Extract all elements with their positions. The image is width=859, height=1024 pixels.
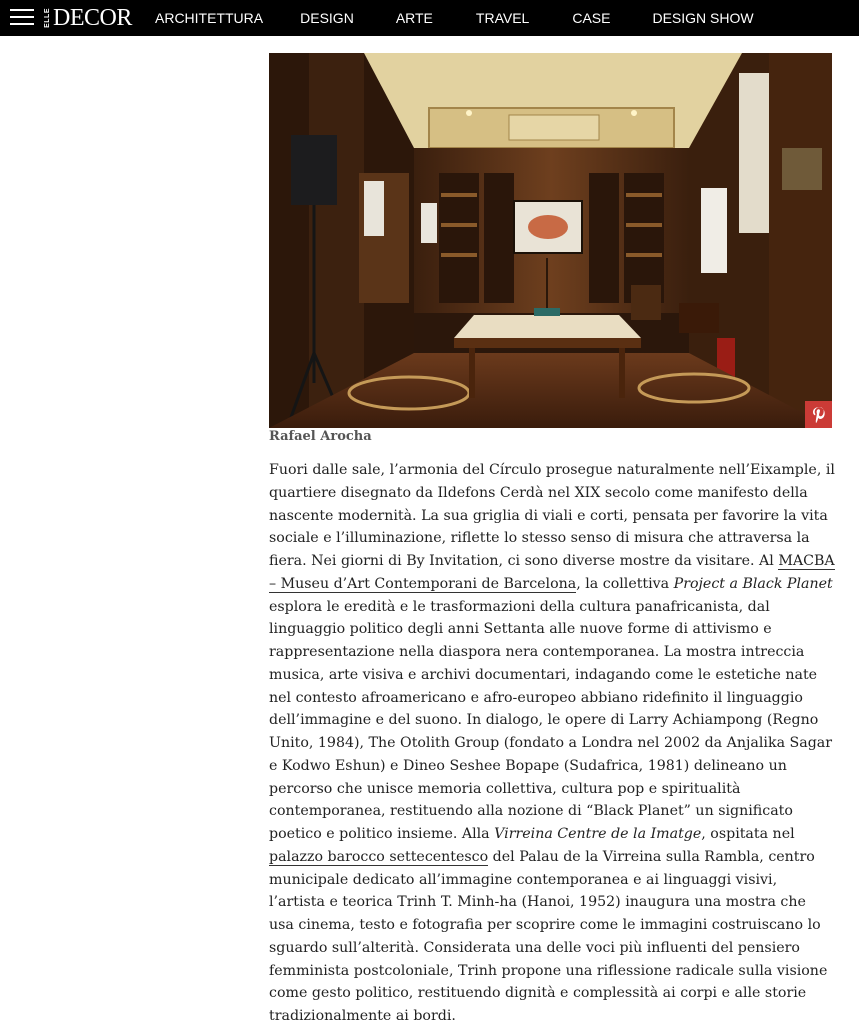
nav-item-architettura[interactable]: ARCHITETTURA	[155, 10, 264, 26]
article-body	[269, 459, 835, 1024]
pinterest-save-button[interactable]	[805, 401, 832, 428]
main-nav	[155, 0, 754, 36]
article-text: , ospitata nel	[701, 826, 795, 842]
exhibition-title: Project a Black Planet	[673, 575, 833, 592]
top-navigation-bar	[0, 0, 859, 36]
pinterest-icon	[811, 406, 826, 423]
hamburger-menu-icon[interactable]	[10, 8, 34, 27]
logo-elle-text: ELLE	[44, 8, 51, 28]
nav-item-travel[interactable]: TRAVEL	[475, 10, 530, 26]
article-text: , la collettiva	[576, 575, 674, 592]
nav-item-design-show[interactable]: DESIGN SHOW	[652, 10, 754, 26]
nav-item-arte[interactable]: ARTE	[395, 10, 433, 26]
article-text: esplora le eredità e le trasformazioni della cultura panafricanista, dal linguaggio politico degli anni Settanta alle nuove forme di attivismo e rappresentazione nella diaspora nera contemporanea. La mostra intreccia musica, arte visiva e archivi documentari, indagando come le estetiche nate nel contesto afroamericano e afro-europeo abbiano ridefinito il linguaggio dell’immagine e del suono. In dialogo, le opere di Larry Achiampong (Regno Unito, 1984), The Otolith Group (fondato a Londra nel 2002 da Anjalika Sagar e Kodwo Eshun) e Dineo Seshee Bopape (Sudafrica, 1981) delineano un percorso che unisce memoria collettiva, cultura pop e spiritualità contemporanea, restituendo alla nozione di “Black Planet” un significato poetico e politico insieme. Alla	[269, 598, 833, 842]
logo-decor-text: DECOR	[53, 5, 132, 31]
article-text: del Palau de la Virreina sulla Rambla, centro municipale dedicato all’immagine contemporanea e ai linguaggi visivi, l’artista e teorica Trinh T. Minh-ha (Hanoi, 1952) inaugura una mostra che usa cinema, testo e fotografia per scoprire come le immagini costruiscano lo sguardo sull’alterità. Considerata una delle voci più influenti del pensiero femminista postcoloniale, Trinh propone una riflessione radicale sulla visione come gesto politico, restituendo dignità e complessità ai corpi e alle storie tradizionalmente ai bordi.	[269, 848, 828, 1024]
nav-item-case[interactable]: CASE	[572, 10, 611, 26]
macba-link[interactable]: MACBA – Museu d’Art Contemporani de Barcelona	[269, 553, 835, 592]
photo-credit-caption: Rafael Arocha	[269, 429, 372, 444]
palazzo-link[interactable]: palazzo barocco settecentesco	[269, 848, 489, 865]
venue-title: Virreina Centre de la Imatge	[494, 826, 702, 842]
library-interior-photo	[269, 53, 832, 428]
elle-decor-logo[interactable]	[44, 5, 132, 31]
article-text: Fuori dalle sale, l’armonia del Círculo prosegue naturalmente nell’Eixample, il quartiere disegnato da Ildefons Cerdà nel XIX secolo come manifesto della nascente modernità. La sua griglia di viali e corti, pensata per favorire la vita sociale e l’illuminazione, riflette lo stesso senso di misura che attraversa la fiera. Nei giorni di By Invitation, ci sono diverse mostre da visitare. Al	[269, 462, 835, 569]
nav-item-design[interactable]: DESIGN	[300, 10, 354, 26]
